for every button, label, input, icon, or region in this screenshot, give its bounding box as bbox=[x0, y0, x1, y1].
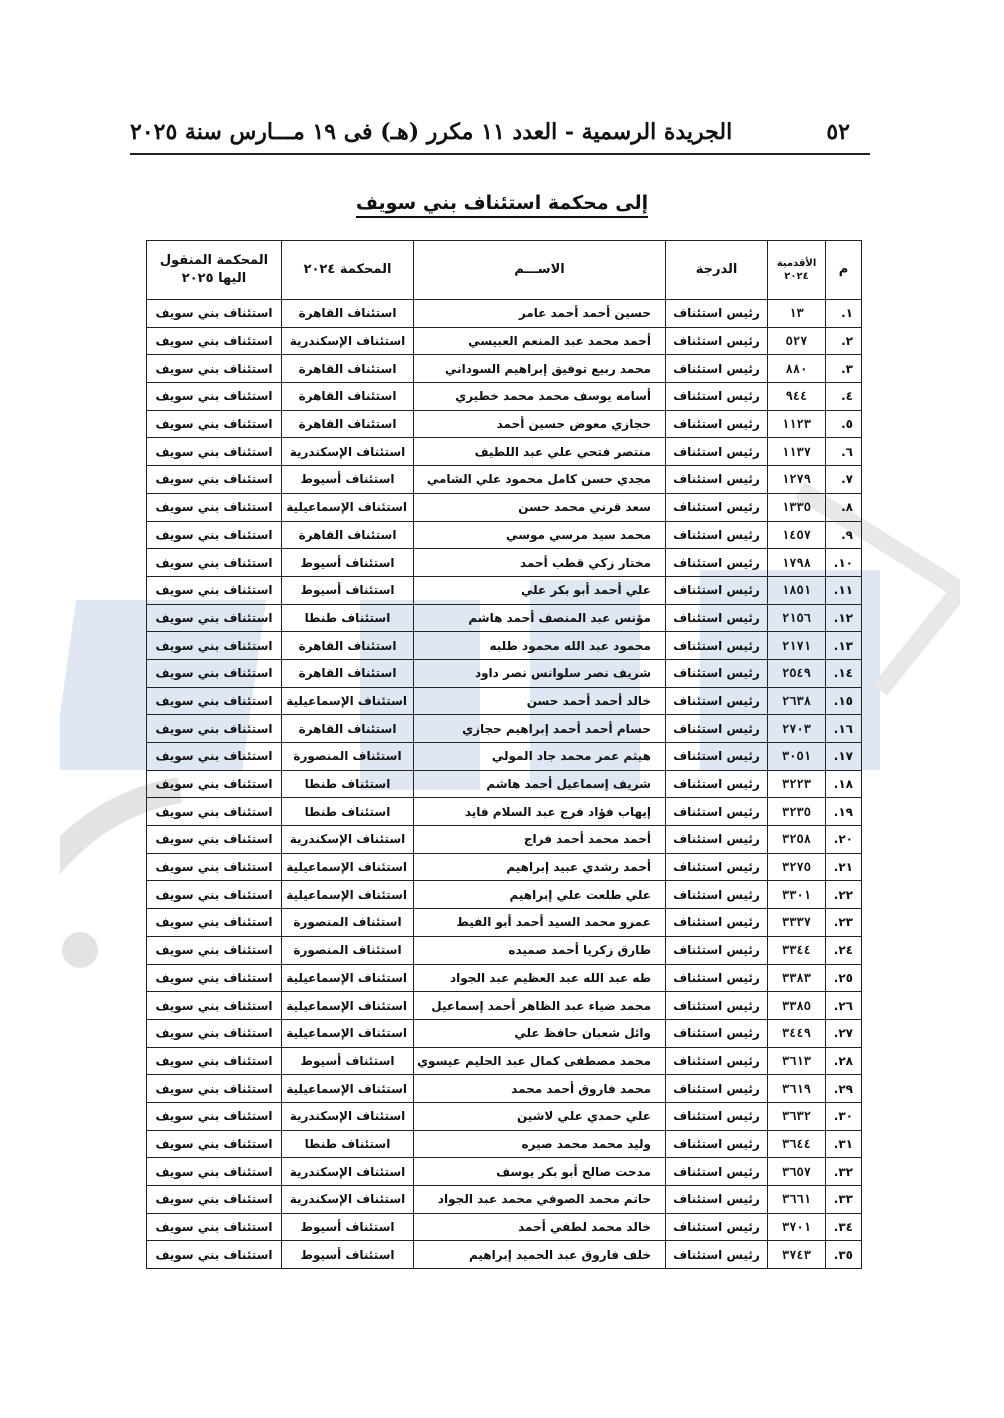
table-header-row bbox=[147, 241, 862, 300]
row-number: ٧. bbox=[826, 466, 862, 494]
column-header-court-2024: المحكمة ٢٠٢٤ bbox=[282, 241, 414, 300]
section-title: إلى محكمة استئناف بني سويف bbox=[0, 192, 1004, 214]
table-row bbox=[147, 770, 862, 798]
court-2024-cell: استئناف القاهرة bbox=[282, 715, 414, 743]
seniority-cell: ١٧٩٨ bbox=[768, 549, 826, 577]
degree-cell: رئيس استئناف bbox=[666, 327, 768, 355]
name-cell: أحمد محمد أحمد فراج bbox=[414, 826, 666, 854]
table-row bbox=[147, 881, 862, 909]
table-row bbox=[147, 1213, 862, 1241]
seniority-cell: ١٣٣٥ bbox=[768, 493, 826, 521]
table-row bbox=[147, 687, 862, 715]
table-row bbox=[147, 1130, 862, 1158]
row-number: ١٠. bbox=[826, 549, 862, 577]
court-to-cell: استئناف بني سويف bbox=[147, 1158, 282, 1186]
row-number: ١٢. bbox=[826, 604, 862, 632]
seniority-cell: ٣٧٠١ bbox=[768, 1213, 826, 1241]
row-number: ٢٦. bbox=[826, 992, 862, 1020]
name-cell: محمد فاروق أحمد محمد bbox=[414, 1075, 666, 1103]
court-2024-cell: استئناف أسيوط bbox=[282, 1241, 414, 1269]
court-to-cell: استئناف بني سويف bbox=[147, 687, 282, 715]
seniority-cell: ٣٣٣٧ bbox=[768, 909, 826, 937]
row-number: ٢٥. bbox=[826, 964, 862, 992]
court-2024-cell: استئناف الإسماعيلية bbox=[282, 493, 414, 521]
name-cell: علي أحمد أبو بكر علي bbox=[414, 576, 666, 604]
seniority-cell: ٢١٧١ bbox=[768, 632, 826, 660]
row-number: ٢٢. bbox=[826, 881, 862, 909]
court-to-cell: استئناف بني سويف bbox=[147, 355, 282, 383]
row-number: ١٥. bbox=[826, 687, 862, 715]
row-number: ١٧. bbox=[826, 743, 862, 771]
court-2024-cell: استئناف القاهرة bbox=[282, 300, 414, 328]
name-cell: حسين أحمد أحمد عامر bbox=[414, 300, 666, 328]
degree-cell: رئيس استئناف bbox=[666, 438, 768, 466]
name-cell: خالد محمد لطفي أحمد bbox=[414, 1213, 666, 1241]
name-cell: عمرو محمد السيد أحمد أبو الفيط bbox=[414, 909, 666, 937]
name-cell: خالد أحمد أحمد حسن bbox=[414, 687, 666, 715]
court-2024-cell: استئناف أسيوط bbox=[282, 1047, 414, 1075]
row-number: ١٨. bbox=[826, 770, 862, 798]
seniority-cell: ٣٢٧٥ bbox=[768, 853, 826, 881]
court-2024-cell: استئناف طنطا bbox=[282, 1130, 414, 1158]
table-row bbox=[147, 466, 862, 494]
court-2024-cell: استئناف الإسماعيلية bbox=[282, 881, 414, 909]
row-number: ٦. bbox=[826, 438, 862, 466]
table-row bbox=[147, 1241, 862, 1269]
table-row bbox=[147, 909, 862, 937]
court-2024-cell: استئناف الإسكندرية bbox=[282, 1102, 414, 1130]
row-number: ٢١. bbox=[826, 853, 862, 881]
court-2024-cell: استئناف القاهرة bbox=[282, 383, 414, 411]
seniority-cell: ١٤٥٧ bbox=[768, 521, 826, 549]
name-cell: حاتم محمد الصوفي محمد عبد الجواد bbox=[414, 1186, 666, 1214]
name-cell: شريف إسماعيل أحمد هاشم bbox=[414, 770, 666, 798]
court-2024-cell: استئناف طنطا bbox=[282, 770, 414, 798]
seniority-cell: ٣٦١٩ bbox=[768, 1075, 826, 1103]
name-cell: وائل شعبان حافظ علي bbox=[414, 1019, 666, 1047]
table-row bbox=[147, 576, 862, 604]
seniority-cell: ٢٧٠٣ bbox=[768, 715, 826, 743]
court-2024-cell: استئناف القاهرة bbox=[282, 659, 414, 687]
table-row bbox=[147, 1047, 862, 1075]
row-number: ٢. bbox=[826, 327, 862, 355]
seniority-cell: ١٣ bbox=[768, 300, 826, 328]
table-row bbox=[147, 438, 862, 466]
row-number: ١. bbox=[826, 300, 862, 328]
degree-cell: رئيس استئناف bbox=[666, 410, 768, 438]
name-cell: هيثم عمر محمد جاد المولي bbox=[414, 743, 666, 771]
seniority-cell: ٢١٥٦ bbox=[768, 604, 826, 632]
row-number: ٣. bbox=[826, 355, 862, 383]
court-to-cell: استئناف بني سويف bbox=[147, 659, 282, 687]
row-number: ٢٧. bbox=[826, 1019, 862, 1047]
court-to-cell: استئناف بني سويف bbox=[147, 853, 282, 881]
degree-cell: رئيس استئناف bbox=[666, 909, 768, 937]
table-row bbox=[147, 1158, 862, 1186]
seniority-cell: ١١٣٧ bbox=[768, 438, 826, 466]
seniority-cell: ٣٣٤٤ bbox=[768, 936, 826, 964]
table-row bbox=[147, 521, 862, 549]
name-cell: مجدي حسن كامل محمود علي الشامي bbox=[414, 466, 666, 494]
court-2024-cell: استئناف الإسكندرية bbox=[282, 826, 414, 854]
name-cell: شريف نصر سلوانس نصر داود bbox=[414, 659, 666, 687]
court-to-cell: استئناف بني سويف bbox=[147, 1213, 282, 1241]
degree-cell: رئيس استئناف bbox=[666, 715, 768, 743]
table-row bbox=[147, 549, 862, 577]
seniority-cell: ٣٤٤٩ bbox=[768, 1019, 826, 1047]
name-cell: محمود عبد الله محمود طلبه bbox=[414, 632, 666, 660]
row-number: ٢٩. bbox=[826, 1075, 862, 1103]
table-row bbox=[147, 992, 862, 1020]
court-to-cell: استئناف بني سويف bbox=[147, 770, 282, 798]
degree-cell: رئيس استئناف bbox=[666, 300, 768, 328]
name-cell: أحمد محمد عبد المنعم العبيسي bbox=[414, 327, 666, 355]
table-row bbox=[147, 715, 862, 743]
seniority-cell: ١١٢٣ bbox=[768, 410, 826, 438]
name-cell: حسام أحمد أحمد إبراهيم حجازي bbox=[414, 715, 666, 743]
name-cell: طه عبد الله عبد العظيم عبد الجواد bbox=[414, 964, 666, 992]
row-number: ٣٤. bbox=[826, 1213, 862, 1241]
name-cell: محمد ضياء عبد الظاهر أحمد إسماعيل bbox=[414, 992, 666, 1020]
court-to-cell: استئناف بني سويف bbox=[147, 909, 282, 937]
row-number: ١٤. bbox=[826, 659, 862, 687]
header-rule bbox=[130, 153, 870, 155]
seniority-cell: ٣٣٠١ bbox=[768, 881, 826, 909]
court-to-cell: استئناف بني سويف bbox=[147, 826, 282, 854]
degree-cell: رئيس استئناف bbox=[666, 1186, 768, 1214]
court-2024-cell: استئناف أسيوط bbox=[282, 1213, 414, 1241]
table-row bbox=[147, 383, 862, 411]
seniority-cell: ٣٦٥٧ bbox=[768, 1158, 826, 1186]
court-to-cell: استئناف بني سويف bbox=[147, 992, 282, 1020]
court-to-cell: استئناف بني سويف bbox=[147, 1130, 282, 1158]
degree-cell: رئيس استئناف bbox=[666, 743, 768, 771]
table-body bbox=[147, 300, 862, 1269]
row-number: ١٣. bbox=[826, 632, 862, 660]
name-cell: محمد ربيع توفيق إبراهيم السوداني bbox=[414, 355, 666, 383]
court-to-cell: استئناف بني سويف bbox=[147, 798, 282, 826]
court-2024-cell: استئناف المنصورة bbox=[282, 743, 414, 771]
court-to-cell: استئناف بني سويف bbox=[147, 493, 282, 521]
court-2024-cell: استئناف القاهرة bbox=[282, 355, 414, 383]
column-header-degree: الدرجة bbox=[666, 241, 768, 300]
court-to-cell: استئناف بني سويف bbox=[147, 438, 282, 466]
seniority-cell: ٣٧٤٣ bbox=[768, 1241, 826, 1269]
seniority-cell: ٣٣٨٣ bbox=[768, 964, 826, 992]
court-to-cell: استئناف بني سويف bbox=[147, 632, 282, 660]
name-cell: منتصر فتحي علي عبد اللطيف bbox=[414, 438, 666, 466]
court-2024-cell: استئناف الإسماعيلية bbox=[282, 853, 414, 881]
degree-cell: رئيس استئناف bbox=[666, 770, 768, 798]
page-number: ٥٢ bbox=[826, 119, 850, 145]
row-number: ٨. bbox=[826, 493, 862, 521]
table-row bbox=[147, 493, 862, 521]
court-2024-cell: استئناف الإسكندرية bbox=[282, 1186, 414, 1214]
row-number: ٤. bbox=[826, 383, 862, 411]
court-to-cell: استئناف بني سويف bbox=[147, 300, 282, 328]
court-to-cell: استئناف بني سويف bbox=[147, 881, 282, 909]
degree-cell: رئيس استئناف bbox=[666, 1130, 768, 1158]
court-2024-cell: استئناف طنطا bbox=[282, 604, 414, 632]
seniority-cell: ٢٦٣٨ bbox=[768, 687, 826, 715]
degree-cell: رئيس استئناف bbox=[666, 1075, 768, 1103]
row-number: ٣٠. bbox=[826, 1102, 862, 1130]
row-number: ٢٠. bbox=[826, 826, 862, 854]
seniority-cell: ٣٦١٣ bbox=[768, 1047, 826, 1075]
degree-cell: رئيس استئناف bbox=[666, 604, 768, 632]
degree-cell: رئيس استئناف bbox=[666, 992, 768, 1020]
row-number: ٣١. bbox=[826, 1130, 862, 1158]
court-to-cell: استئناف بني سويف bbox=[147, 549, 282, 577]
row-number: ١٩. bbox=[826, 798, 862, 826]
table-row bbox=[147, 853, 862, 881]
seniority-cell: ٨٨٠ bbox=[768, 355, 826, 383]
court-to-cell: استئناف بني سويف bbox=[147, 1047, 282, 1075]
name-cell: أسامه يوسف محمد محمد خطيري bbox=[414, 383, 666, 411]
court-to-cell: استئناف بني سويف bbox=[147, 327, 282, 355]
degree-cell: رئيس استئناف bbox=[666, 1019, 768, 1047]
court-to-cell: استئناف بني سويف bbox=[147, 1241, 282, 1269]
name-cell: خلف فاروق عبد الحميد إبراهيم bbox=[414, 1241, 666, 1269]
name-cell: مؤنس عبد المنصف أحمد هاشم bbox=[414, 604, 666, 632]
row-number: ١١. bbox=[826, 576, 862, 604]
court-to-cell: استئناف بني سويف bbox=[147, 936, 282, 964]
degree-cell: رئيس استئناف bbox=[666, 1241, 768, 1269]
court-2024-cell: استئناف الإسماعيلية bbox=[282, 1019, 414, 1047]
court-to-cell: استئناف بني سويف bbox=[147, 383, 282, 411]
name-cell: أحمد رشدي عبيد إبراهيم bbox=[414, 853, 666, 881]
name-cell: محمد سيد مرسي موسي bbox=[414, 521, 666, 549]
table-row bbox=[147, 632, 862, 660]
column-header-seniority: الأقدمية ٢٠٢٤ bbox=[768, 241, 826, 300]
column-header-no: م bbox=[826, 241, 862, 300]
name-cell: محمد مصطفى كمال عبد الحليم عيسوي bbox=[414, 1047, 666, 1075]
row-number: ٩. bbox=[826, 521, 862, 549]
table-row bbox=[147, 410, 862, 438]
degree-cell: رئيس استئناف bbox=[666, 576, 768, 604]
degree-cell: رئيس استئناف bbox=[666, 493, 768, 521]
degree-cell: رئيس استئناف bbox=[666, 659, 768, 687]
row-number: ٥. bbox=[826, 410, 862, 438]
table-row bbox=[147, 743, 862, 771]
degree-cell: رئيس استئناف bbox=[666, 1047, 768, 1075]
row-number: ١٦. bbox=[826, 715, 862, 743]
court-2024-cell: استئناف الإسماعيلية bbox=[282, 1075, 414, 1103]
court-2024-cell: استئناف أسيوط bbox=[282, 466, 414, 494]
degree-cell: رئيس استئناف bbox=[666, 826, 768, 854]
name-cell: طارق زكريا أحمد صميده bbox=[414, 936, 666, 964]
court-2024-cell: استئناف القاهرة bbox=[282, 521, 414, 549]
table-row bbox=[147, 1102, 862, 1130]
degree-cell: رئيس استئناف bbox=[666, 632, 768, 660]
court-2024-cell: استئناف طنطا bbox=[282, 798, 414, 826]
table-row bbox=[147, 355, 862, 383]
table-row bbox=[147, 659, 862, 687]
seniority-cell: ١٢٧٩ bbox=[768, 466, 826, 494]
seniority-cell: ١٨٥١ bbox=[768, 576, 826, 604]
name-cell: وليد محمد محمد صيره bbox=[414, 1130, 666, 1158]
seniority-cell: ٩٤٤ bbox=[768, 383, 826, 411]
court-2024-cell: استئناف الإسماعيلية bbox=[282, 992, 414, 1020]
court-2024-cell: استئناف الإسكندرية bbox=[282, 327, 414, 355]
court-to-cell: استئناف بني سويف bbox=[147, 1102, 282, 1130]
degree-cell: رئيس استئناف bbox=[666, 549, 768, 577]
table-row bbox=[147, 1075, 862, 1103]
name-cell: مدحت صالح أبو بكر يوسف bbox=[414, 1158, 666, 1186]
row-number: ٣٥. bbox=[826, 1241, 862, 1269]
table-row bbox=[147, 300, 862, 328]
transfer-table-wrapper bbox=[147, 240, 862, 1269]
table-row bbox=[147, 327, 862, 355]
court-to-cell: استئناف بني سويف bbox=[147, 715, 282, 743]
degree-cell: رئيس استئناف bbox=[666, 521, 768, 549]
court-2024-cell: استئناف الإسماعيلية bbox=[282, 687, 414, 715]
degree-cell: رئيس استئناف bbox=[666, 383, 768, 411]
seniority-cell: ٣٦٣٢ bbox=[768, 1102, 826, 1130]
degree-cell: رئيس استئناف bbox=[666, 466, 768, 494]
degree-cell: رئيس استئناف bbox=[666, 964, 768, 992]
name-cell: مختار زكي قطب أحمد bbox=[414, 549, 666, 577]
seniority-cell: ٣٠٥١ bbox=[768, 743, 826, 771]
name-cell: علي طلعت علي إبراهيم bbox=[414, 881, 666, 909]
court-2024-cell: استئناف المنصورة bbox=[282, 909, 414, 937]
row-number: ٣٢. bbox=[826, 1158, 862, 1186]
seniority-cell: ٣٣٨٥ bbox=[768, 992, 826, 1020]
court-2024-cell: استئناف المنصورة bbox=[282, 936, 414, 964]
column-header-court-to: المحكمة المنقول اليها ٢٠٢٥ bbox=[147, 241, 282, 300]
publication-line: الجريدة الرسمية - العدد ١١ مكرر (هـ) فى ١٩ مـــارس سنة ٢٠٢٥ bbox=[130, 119, 733, 145]
court-to-cell: استئناف بني سويف bbox=[147, 604, 282, 632]
row-number: ٢٣. bbox=[826, 909, 862, 937]
row-number: ٣٣. bbox=[826, 1186, 862, 1214]
degree-cell: رئيس استئناف bbox=[666, 1158, 768, 1186]
court-to-cell: استئناف بني سويف bbox=[147, 964, 282, 992]
seniority-cell: ٣٢٥٨ bbox=[768, 826, 826, 854]
court-to-cell: استئناف بني سويف bbox=[147, 576, 282, 604]
court-2024-cell: استئناف الإسماعيلية bbox=[282, 964, 414, 992]
degree-cell: رئيس استئناف bbox=[666, 853, 768, 881]
seniority-cell: ٥٢٧ bbox=[768, 327, 826, 355]
court-to-cell: استئناف بني سويف bbox=[147, 743, 282, 771]
table-row bbox=[147, 1019, 862, 1047]
court-2024-cell: استئناف القاهرة bbox=[282, 410, 414, 438]
name-cell: سعد قرني محمد حسن bbox=[414, 493, 666, 521]
degree-cell: رئيس استئناف bbox=[666, 881, 768, 909]
table-row bbox=[147, 604, 862, 632]
degree-cell: رئيس استئناف bbox=[666, 1213, 768, 1241]
degree-cell: رئيس استئناف bbox=[666, 1102, 768, 1130]
court-2024-cell: استئناف الإسكندرية bbox=[282, 1158, 414, 1186]
court-to-cell: استئناف بني سويف bbox=[147, 521, 282, 549]
court-2024-cell: استئناف القاهرة bbox=[282, 632, 414, 660]
court-to-cell: استئناف بني سويف bbox=[147, 1019, 282, 1047]
transfer-table bbox=[146, 240, 862, 1269]
seniority-cell: ٣٢٢٣ bbox=[768, 770, 826, 798]
degree-cell: رئيس استئناف bbox=[666, 687, 768, 715]
row-number: ٢٨. bbox=[826, 1047, 862, 1075]
court-2024-cell: استئناف الإسكندرية bbox=[282, 438, 414, 466]
name-cell: إيهاب فؤاد فرج عبد السلام فايد bbox=[414, 798, 666, 826]
court-to-cell: استئناف بني سويف bbox=[147, 1075, 282, 1103]
column-header-name: الاســـم bbox=[414, 241, 666, 300]
seniority-cell: ٢٥٤٩ bbox=[768, 659, 826, 687]
name-cell: حجازي معوض حسين أحمد bbox=[414, 410, 666, 438]
seniority-cell: ٣٦٦١ bbox=[768, 1186, 826, 1214]
degree-cell: رئيس استئناف bbox=[666, 798, 768, 826]
page-header bbox=[130, 112, 850, 152]
table-row bbox=[147, 1186, 862, 1214]
table-row bbox=[147, 798, 862, 826]
degree-cell: رئيس استئناف bbox=[666, 355, 768, 383]
court-to-cell: استئناف بني سويف bbox=[147, 466, 282, 494]
row-number: ٢٤. bbox=[826, 936, 862, 964]
name-cell: علي حمدي علي لاشين bbox=[414, 1102, 666, 1130]
degree-cell: رئيس استئناف bbox=[666, 936, 768, 964]
court-2024-cell: استئناف أسيوط bbox=[282, 549, 414, 577]
court-to-cell: استئناف بني سويف bbox=[147, 410, 282, 438]
seniority-cell: ٣٦٤٤ bbox=[768, 1130, 826, 1158]
court-to-cell: استئناف بني سويف bbox=[147, 1186, 282, 1214]
table-row bbox=[147, 964, 862, 992]
court-2024-cell: استئناف أسيوط bbox=[282, 576, 414, 604]
table-row bbox=[147, 936, 862, 964]
table-row bbox=[147, 826, 862, 854]
seniority-cell: ٣٢٣٥ bbox=[768, 798, 826, 826]
